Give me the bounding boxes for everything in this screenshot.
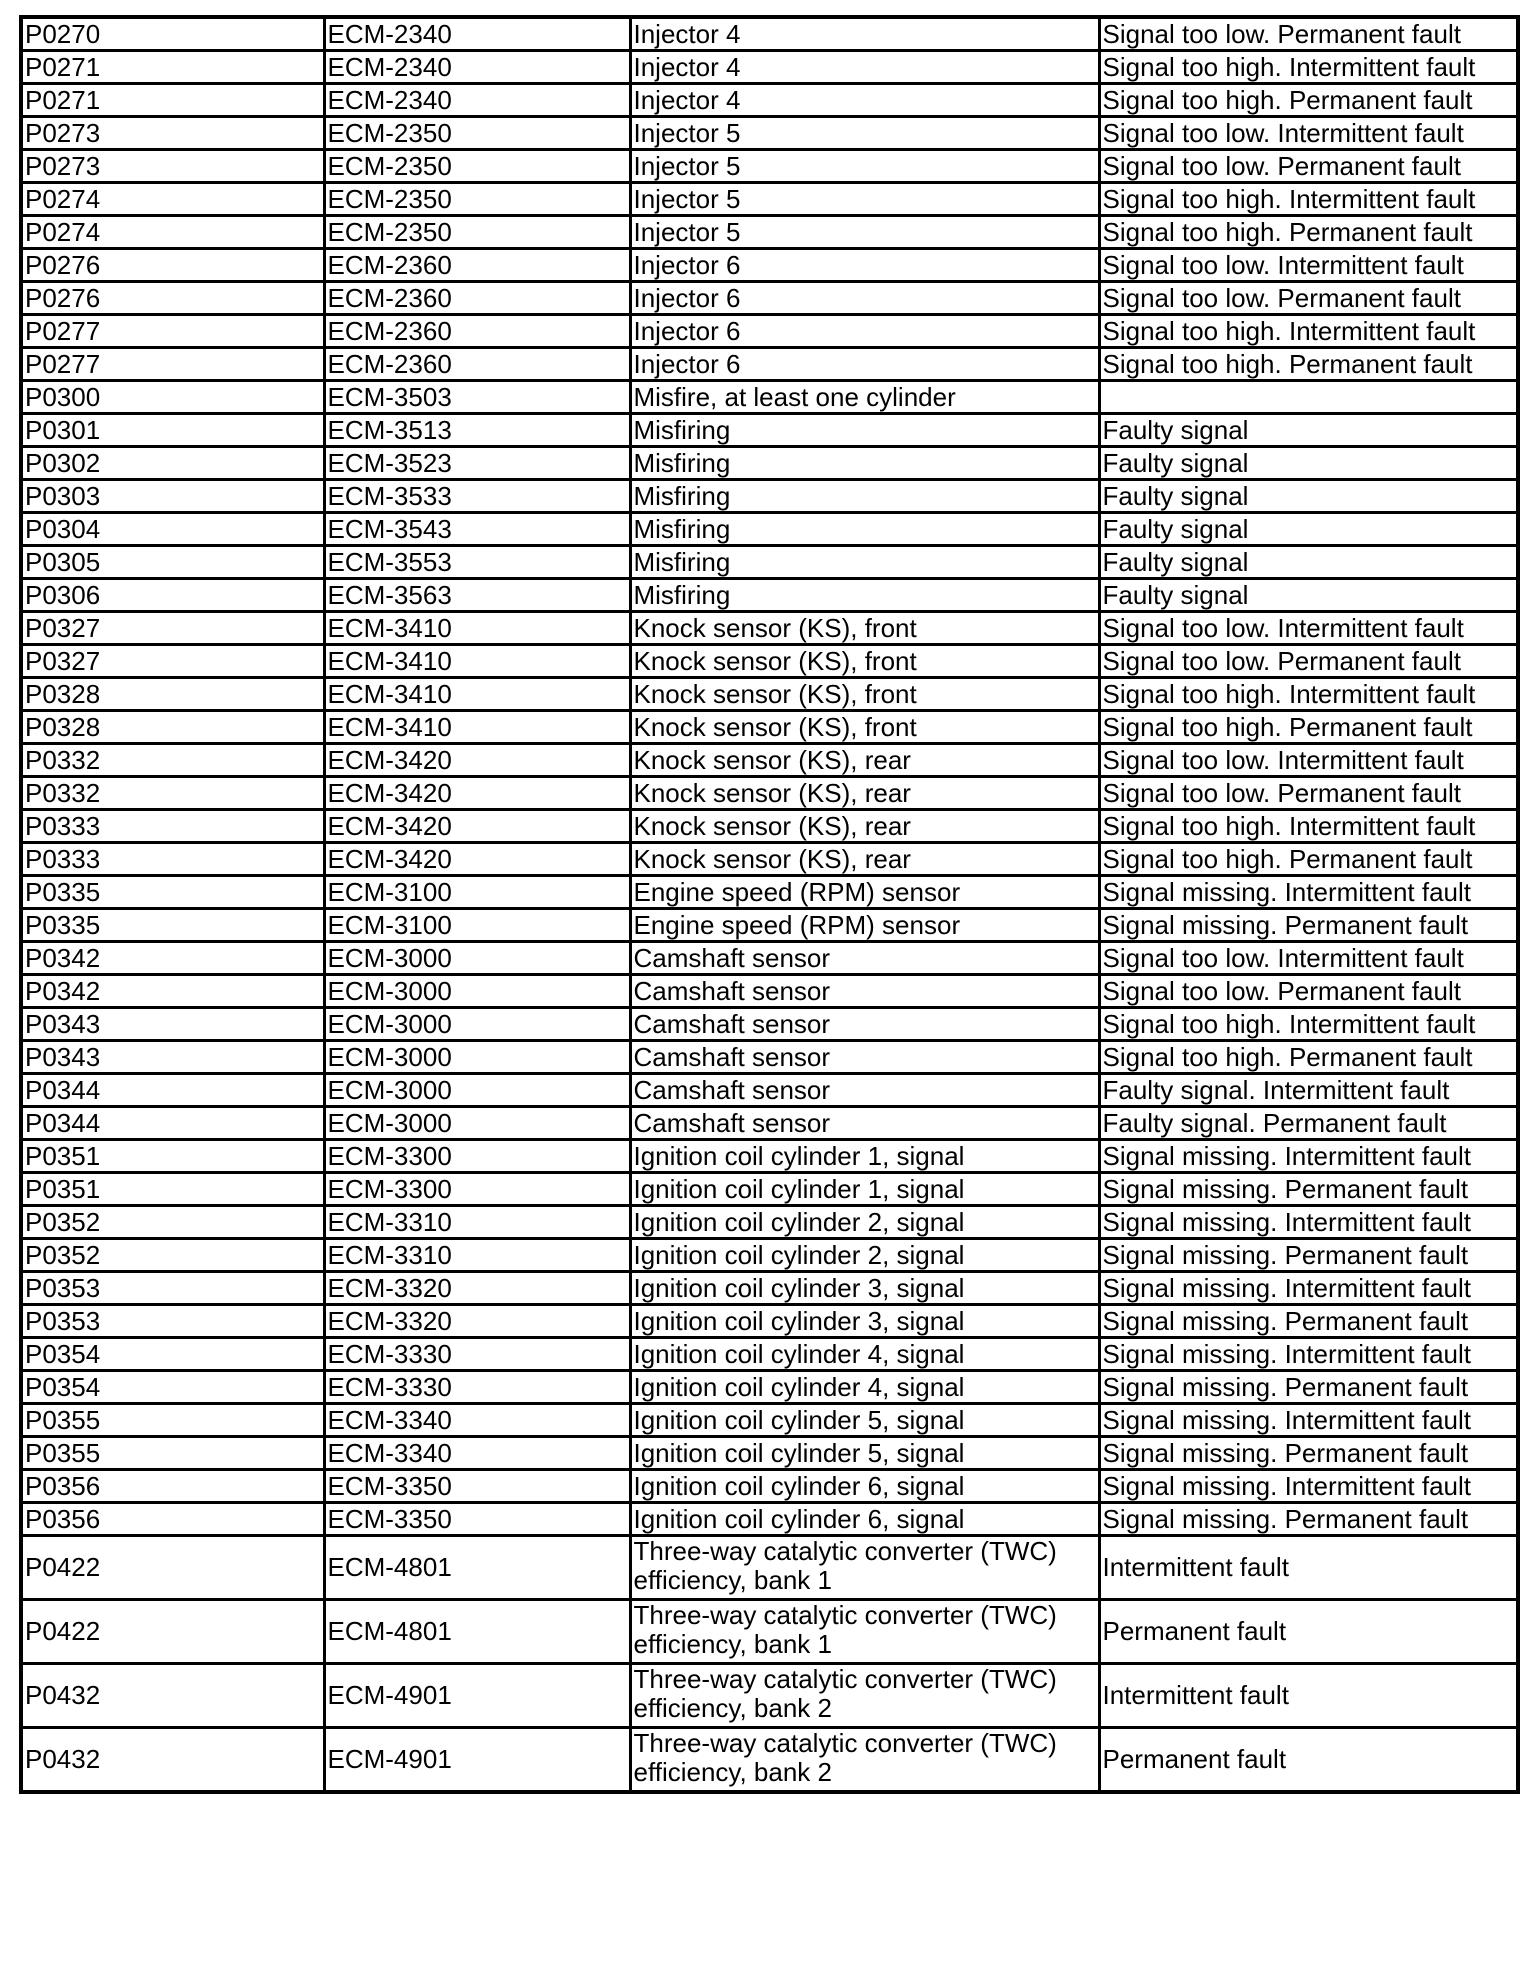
cell-component: Misfiring (630, 546, 1099, 579)
cell-component: Injector 6 (630, 348, 1099, 381)
cell-fault-description: Permanent fault (1099, 1728, 1518, 1793)
cell-ecm-code: ECM-3000 (324, 975, 630, 1008)
fault-code-table-body (21, 17, 1518, 1792)
cell-fault-description: Signal too high. Permanent fault (1099, 711, 1518, 744)
table-row (21, 942, 1518, 975)
cell-component: Injector 4 (630, 84, 1099, 117)
cell-ecm-code: ECM-3503 (324, 381, 630, 414)
cell-fault-description: Intermittent fault (1099, 1536, 1518, 1600)
cell-fault-code: P0271 (21, 84, 324, 117)
cell-fault-description: Signal missing. Permanent fault (1099, 1239, 1518, 1272)
cell-component: Misfiring (630, 513, 1099, 546)
cell-fault-description: Signal too high. Permanent fault (1099, 216, 1518, 249)
cell-fault-description: Signal too low. Permanent fault (1099, 645, 1518, 678)
cell-fault-code: P0273 (21, 117, 324, 150)
cell-ecm-code: ECM-3523 (324, 447, 630, 480)
cell-fault-description: Signal missing. Intermittent fault (1099, 876, 1518, 909)
cell-fault-description: Signal too high. Intermittent fault (1099, 315, 1518, 348)
cell-fault-description: Signal missing. Permanent fault (1099, 1173, 1518, 1206)
cell-component: Injector 6 (630, 315, 1099, 348)
table-row (21, 117, 1518, 150)
table-row (21, 1140, 1518, 1173)
table-row (21, 1239, 1518, 1272)
cell-fault-code: P0277 (21, 348, 324, 381)
cell-fault-code: P0342 (21, 942, 324, 975)
cell-fault-code: P0274 (21, 183, 324, 216)
table-row (21, 17, 1518, 51)
table-row (21, 810, 1518, 843)
cell-fault-description: Signal too high. Permanent fault (1099, 843, 1518, 876)
table-row (21, 1503, 1518, 1536)
table-row (21, 216, 1518, 249)
cell-ecm-code: ECM-3420 (324, 810, 630, 843)
cell-fault-description: Signal too low. Intermittent fault (1099, 744, 1518, 777)
cell-ecm-code: ECM-4801 (324, 1536, 630, 1600)
cell-fault-description: Faulty signal (1099, 579, 1518, 612)
cell-ecm-code: ECM-3543 (324, 513, 630, 546)
cell-ecm-code: ECM-4801 (324, 1600, 630, 1664)
cell-fault-description: Faulty signal (1099, 447, 1518, 480)
table-row (21, 1404, 1518, 1437)
cell-ecm-code: ECM-3350 (324, 1470, 630, 1503)
cell-fault-code: P0342 (21, 975, 324, 1008)
cell-ecm-code: ECM-3410 (324, 711, 630, 744)
table-row (21, 150, 1518, 183)
cell-ecm-code: ECM-2340 (324, 84, 630, 117)
cell-fault-description: Signal too high. Intermittent fault (1099, 51, 1518, 84)
cell-fault-code: P0343 (21, 1041, 324, 1074)
table-row (21, 1470, 1518, 1503)
fault-code-table (19, 15, 1520, 1794)
cell-fault-description: Signal too high. Intermittent fault (1099, 1008, 1518, 1041)
cell-component: Camshaft sensor (630, 1074, 1099, 1107)
cell-ecm-code: ECM-2350 (324, 150, 630, 183)
cell-ecm-code: ECM-3000 (324, 1008, 630, 1041)
cell-component: Knock sensor (KS), rear (630, 744, 1099, 777)
cell-fault-description: Signal missing. Intermittent fault (1099, 1338, 1518, 1371)
cell-component: Ignition coil cylinder 1, signal (630, 1173, 1099, 1206)
cell-ecm-code: ECM-3000 (324, 942, 630, 975)
table-row (21, 612, 1518, 645)
cell-fault-code: P0353 (21, 1305, 324, 1338)
cell-fault-code: P0432 (21, 1728, 324, 1793)
cell-ecm-code: ECM-2340 (324, 51, 630, 84)
table-row (21, 1437, 1518, 1470)
cell-fault-code: P0332 (21, 744, 324, 777)
cell-component: Three-way catalytic converter (TWC) efficiency, bank 1 (630, 1600, 1099, 1664)
cell-component: Misfiring (630, 414, 1099, 447)
cell-fault-code: P0304 (21, 513, 324, 546)
cell-ecm-code: ECM-3310 (324, 1239, 630, 1272)
cell-fault-code: P0276 (21, 282, 324, 315)
table-row (21, 447, 1518, 480)
cell-component: Injector 6 (630, 249, 1099, 282)
cell-fault-code: P0327 (21, 612, 324, 645)
cell-fault-code: P0306 (21, 579, 324, 612)
cell-fault-description: Signal missing. Permanent fault (1099, 909, 1518, 942)
table-row (21, 1338, 1518, 1371)
cell-ecm-code: ECM-3100 (324, 909, 630, 942)
cell-fault-code: P0327 (21, 645, 324, 678)
cell-fault-code: P0335 (21, 909, 324, 942)
cell-fault-code: P0270 (21, 17, 324, 51)
cell-component: Injector 4 (630, 51, 1099, 84)
cell-fault-code: P0355 (21, 1437, 324, 1470)
cell-fault-code: P0343 (21, 1008, 324, 1041)
table-row (21, 381, 1518, 414)
cell-fault-description: Signal missing. Intermittent fault (1099, 1272, 1518, 1305)
cell-fault-code: P0333 (21, 810, 324, 843)
cell-fault-code: P0271 (21, 51, 324, 84)
table-row (21, 1600, 1518, 1664)
table-row (21, 1305, 1518, 1338)
cell-fault-description: Signal too low. Intermittent fault (1099, 942, 1518, 975)
cell-ecm-code: ECM-3410 (324, 678, 630, 711)
table-row (21, 1371, 1518, 1404)
cell-fault-code: P0344 (21, 1074, 324, 1107)
cell-ecm-code: ECM-2360 (324, 315, 630, 348)
cell-component: Misfiring (630, 579, 1099, 612)
cell-ecm-code: ECM-3000 (324, 1041, 630, 1074)
table-row (21, 579, 1518, 612)
table-row (21, 1536, 1518, 1600)
table-row (21, 1107, 1518, 1140)
table-row (21, 249, 1518, 282)
cell-component: Three-way catalytic converter (TWC) efficiency, bank 2 (630, 1664, 1099, 1728)
cell-component: Injector 6 (630, 282, 1099, 315)
cell-ecm-code: ECM-2340 (324, 17, 630, 51)
cell-component: Three-way catalytic converter (TWC) efficiency, bank 2 (630, 1728, 1099, 1793)
cell-fault-code: P0353 (21, 1272, 324, 1305)
cell-ecm-code: ECM-2360 (324, 249, 630, 282)
cell-fault-description: Signal too low. Permanent fault (1099, 975, 1518, 1008)
cell-fault-description: Signal too high. Intermittent fault (1099, 810, 1518, 843)
cell-fault-description: Signal missing. Permanent fault (1099, 1371, 1518, 1404)
cell-component: Misfiring (630, 447, 1099, 480)
table-row (21, 546, 1518, 579)
cell-component: Ignition coil cylinder 1, signal (630, 1140, 1099, 1173)
cell-fault-code: P0332 (21, 777, 324, 810)
table-row (21, 315, 1518, 348)
cell-fault-code: P0277 (21, 315, 324, 348)
cell-fault-description: Faulty signal (1099, 513, 1518, 546)
cell-ecm-code: ECM-4901 (324, 1728, 630, 1793)
table-row (21, 909, 1518, 942)
cell-component: Engine speed (RPM) sensor (630, 876, 1099, 909)
cell-fault-description: Intermittent fault (1099, 1664, 1518, 1728)
cell-fault-code: P0352 (21, 1206, 324, 1239)
cell-fault-description: Signal too low. Permanent fault (1099, 282, 1518, 315)
table-row (21, 513, 1518, 546)
table-row (21, 744, 1518, 777)
cell-component: Misfire, at least one cylinder (630, 381, 1099, 414)
cell-fault-description: Signal too low. Permanent fault (1099, 150, 1518, 183)
cell-component: Three-way catalytic converter (TWC) efficiency, bank 1 (630, 1536, 1099, 1600)
table-row (21, 645, 1518, 678)
cell-component: Ignition coil cylinder 6, signal (630, 1470, 1099, 1503)
cell-fault-description: Signal too high. Permanent fault (1099, 348, 1518, 381)
cell-ecm-code: ECM-3420 (324, 777, 630, 810)
cell-component: Misfiring (630, 480, 1099, 513)
table-row (21, 84, 1518, 117)
table-row (21, 480, 1518, 513)
cell-ecm-code: ECM-3340 (324, 1404, 630, 1437)
cell-component: Ignition coil cylinder 2, signal (630, 1239, 1099, 1272)
cell-ecm-code: ECM-3330 (324, 1371, 630, 1404)
cell-component: Ignition coil cylinder 2, signal (630, 1206, 1099, 1239)
cell-component: Injector 5 (630, 150, 1099, 183)
table-row (21, 348, 1518, 381)
table-row (21, 1206, 1518, 1239)
table-row (21, 183, 1518, 216)
cell-fault-description: Signal missing. Permanent fault (1099, 1305, 1518, 1338)
table-row (21, 711, 1518, 744)
table-row (21, 1728, 1518, 1793)
cell-component: Injector 4 (630, 17, 1099, 51)
cell-fault-code: P0356 (21, 1470, 324, 1503)
cell-fault-description: Signal too low. Permanent fault (1099, 17, 1518, 51)
table-row (21, 1272, 1518, 1305)
cell-fault-code: P0355 (21, 1404, 324, 1437)
cell-fault-description: Signal too low. Permanent fault (1099, 777, 1518, 810)
cell-component: Knock sensor (KS), rear (630, 843, 1099, 876)
cell-fault-code: P0432 (21, 1664, 324, 1728)
cell-component: Knock sensor (KS), rear (630, 810, 1099, 843)
cell-fault-description: Faulty signal (1099, 546, 1518, 579)
table-row (21, 777, 1518, 810)
cell-fault-description: Faulty signal. Intermittent fault (1099, 1074, 1518, 1107)
cell-fault-description: Faulty signal. Permanent fault (1099, 1107, 1518, 1140)
cell-component: Camshaft sensor (630, 942, 1099, 975)
cell-fault-description: Permanent fault (1099, 1600, 1518, 1664)
cell-fault-description: Signal too low. Intermittent fault (1099, 249, 1518, 282)
cell-fault-code: P0335 (21, 876, 324, 909)
cell-ecm-code: ECM-3300 (324, 1140, 630, 1173)
cell-fault-description: Signal missing. Permanent fault (1099, 1437, 1518, 1470)
cell-component: Camshaft sensor (630, 1107, 1099, 1140)
cell-ecm-code: ECM-3000 (324, 1107, 630, 1140)
cell-fault-code: P0333 (21, 843, 324, 876)
cell-fault-code: P0273 (21, 150, 324, 183)
cell-component: Injector 5 (630, 216, 1099, 249)
cell-ecm-code: ECM-3320 (324, 1272, 630, 1305)
cell-component: Camshaft sensor (630, 975, 1099, 1008)
table-row (21, 1074, 1518, 1107)
cell-fault-description: Signal too low. Intermittent fault (1099, 612, 1518, 645)
cell-fault-code: P0305 (21, 546, 324, 579)
cell-fault-code: P0301 (21, 414, 324, 447)
cell-ecm-code: ECM-3330 (324, 1338, 630, 1371)
cell-component: Ignition coil cylinder 3, signal (630, 1305, 1099, 1338)
cell-fault-code: P0422 (21, 1536, 324, 1600)
cell-fault-code: P0328 (21, 678, 324, 711)
cell-ecm-code: ECM-2360 (324, 348, 630, 381)
cell-fault-description: Signal missing. Intermittent fault (1099, 1140, 1518, 1173)
cell-component: Knock sensor (KS), front (630, 711, 1099, 744)
cell-ecm-code: ECM-3410 (324, 612, 630, 645)
table-row (21, 1664, 1518, 1728)
cell-component: Ignition coil cylinder 4, signal (630, 1371, 1099, 1404)
cell-fault-code: P0352 (21, 1239, 324, 1272)
cell-fault-code: P0328 (21, 711, 324, 744)
cell-fault-description: Signal missing. Intermittent fault (1099, 1404, 1518, 1437)
table-row (21, 1041, 1518, 1074)
cell-fault-description: Signal missing. Intermittent fault (1099, 1470, 1518, 1503)
cell-component: Engine speed (RPM) sensor (630, 909, 1099, 942)
cell-fault-description: Signal too high. Intermittent fault (1099, 678, 1518, 711)
cell-ecm-code: ECM-3100 (324, 876, 630, 909)
cell-ecm-code: ECM-3410 (324, 645, 630, 678)
cell-fault-description: Signal too high. Permanent fault (1099, 1041, 1518, 1074)
cell-component: Injector 5 (630, 183, 1099, 216)
cell-ecm-code: ECM-3000 (324, 1074, 630, 1107)
cell-component: Ignition coil cylinder 5, signal (630, 1404, 1099, 1437)
cell-ecm-code: ECM-3340 (324, 1437, 630, 1470)
cell-component: Ignition coil cylinder 3, signal (630, 1272, 1099, 1305)
cell-ecm-code: ECM-4901 (324, 1664, 630, 1728)
cell-ecm-code: ECM-3513 (324, 414, 630, 447)
cell-ecm-code: ECM-3420 (324, 744, 630, 777)
cell-fault-code: P0422 (21, 1600, 324, 1664)
cell-component: Knock sensor (KS), front (630, 612, 1099, 645)
cell-component: Knock sensor (KS), front (630, 678, 1099, 711)
table-row (21, 414, 1518, 447)
cell-component: Ignition coil cylinder 4, signal (630, 1338, 1099, 1371)
cell-ecm-code: ECM-3350 (324, 1503, 630, 1536)
cell-component: Ignition coil cylinder 5, signal (630, 1437, 1099, 1470)
cell-component: Ignition coil cylinder 6, signal (630, 1503, 1099, 1536)
cell-fault-code: P0356 (21, 1503, 324, 1536)
cell-fault-code: P0300 (21, 381, 324, 414)
cell-ecm-code: ECM-3563 (324, 579, 630, 612)
cell-ecm-code: ECM-2350 (324, 216, 630, 249)
cell-fault-description: Signal too high. Permanent fault (1099, 84, 1518, 117)
cell-ecm-code: ECM-2360 (324, 282, 630, 315)
cell-fault-code: P0354 (21, 1371, 324, 1404)
cell-fault-description: Signal too high. Intermittent fault (1099, 183, 1518, 216)
cell-fault-code: P0351 (21, 1140, 324, 1173)
cell-fault-code: P0351 (21, 1173, 324, 1206)
cell-fault-code: P0344 (21, 1107, 324, 1140)
cell-fault-description: Faulty signal (1099, 414, 1518, 447)
table-row (21, 975, 1518, 1008)
table-row (21, 678, 1518, 711)
cell-fault-code: P0303 (21, 480, 324, 513)
cell-component: Injector 5 (630, 117, 1099, 150)
table-row (21, 1173, 1518, 1206)
table-row (21, 51, 1518, 84)
cell-fault-description (1099, 381, 1518, 414)
table-row (21, 843, 1518, 876)
cell-ecm-code: ECM-3300 (324, 1173, 630, 1206)
cell-component: Knock sensor (KS), rear (630, 777, 1099, 810)
table-row (21, 1008, 1518, 1041)
cell-ecm-code: ECM-3320 (324, 1305, 630, 1338)
cell-fault-code: P0274 (21, 216, 324, 249)
cell-component: Camshaft sensor (630, 1041, 1099, 1074)
cell-component: Camshaft sensor (630, 1008, 1099, 1041)
cell-ecm-code: ECM-3310 (324, 1206, 630, 1239)
cell-ecm-code: ECM-3420 (324, 843, 630, 876)
cell-fault-description: Signal missing. Permanent fault (1099, 1503, 1518, 1536)
cell-ecm-code: ECM-2350 (324, 117, 630, 150)
table-row (21, 282, 1518, 315)
cell-fault-description: Faulty signal (1099, 480, 1518, 513)
cell-fault-code: P0354 (21, 1338, 324, 1371)
table-row (21, 876, 1518, 909)
cell-component: Knock sensor (KS), front (630, 645, 1099, 678)
cell-fault-code: P0276 (21, 249, 324, 282)
cell-fault-code: P0302 (21, 447, 324, 480)
cell-ecm-code: ECM-3553 (324, 546, 630, 579)
cell-fault-description: Signal missing. Intermittent fault (1099, 1206, 1518, 1239)
cell-ecm-code: ECM-2350 (324, 183, 630, 216)
cell-ecm-code: ECM-3533 (324, 480, 630, 513)
cell-fault-description: Signal too low. Intermittent fault (1099, 117, 1518, 150)
